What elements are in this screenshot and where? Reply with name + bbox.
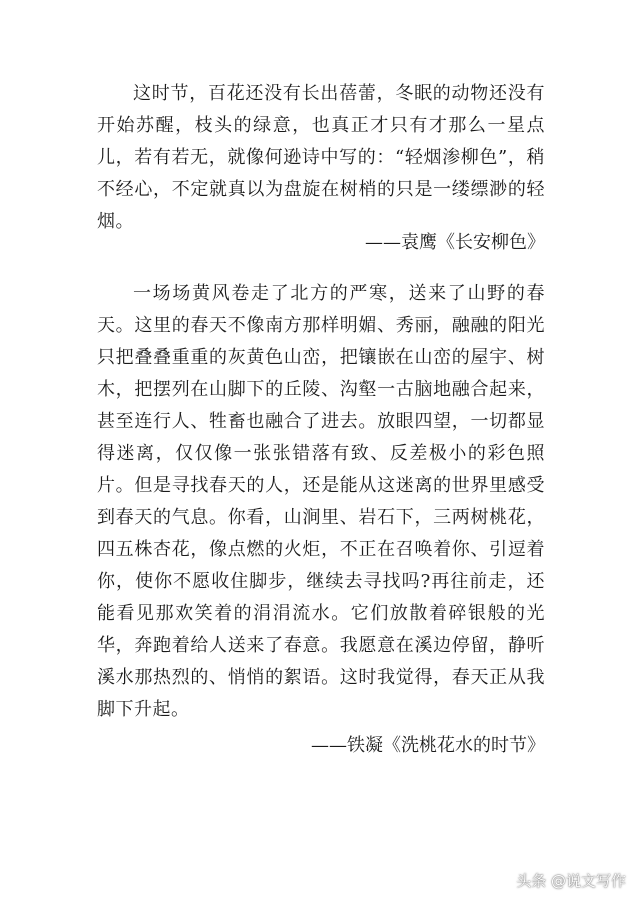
passage-1-attribution: ——袁鹰《长安柳色》 <box>365 232 545 253</box>
passage-2-text: 一场场黄风卷走了北方的严寒，送来了山野的春天。这里的春天不像南方那样明媚、秀丽，融融的阳光只把叠叠重重的灰黄色山峦，把镶嵌在山峦的屋宇、树木，把摆列在山脚下的丘陵、沟壑一古脑地融合起来，甚至连行人、牲畜也融合了进去。放眼四望，一切都显得迷离，仅仅像一张张错落有致、反差极小的彩色照片。但是寻找春天的人，还是能从这迷离的世界里感受到春天的气息。你看，山涧里、岩石下，三两树桃花，四五株杏花，像点燃的火炬，不正在召唤着你、引逗着你，使你不愿收住脚步，继续去寻找吗?再往前走，还能看见那欢笑着的涓涓流水。它们放散着碎银般的光华，奔跑着给人送来了春意。我愿意在溪边停留，静听溪水那热烈的、悄悄的絮语。这时我觉得，春天正从我脚下升起。 <box>97 283 545 720</box>
passage-1-text: 这时节，百花还没有长出蓓蕾，冬眠的动物还没有开始苏醒，枝头的绿意，也真正才只有才那么一星点儿，若有若无，就像何逊诗中写的：“轻烟渗柳色”，稍不经心，不定就真以为盘旋在树梢的只是一缕缥渺的轻烟。 <box>97 83 545 232</box>
passage-2-attribution: ——铁凝《洗桃花水的时节》 <box>311 735 545 756</box>
watermark: 头条 @说文写作 <box>516 872 626 890</box>
